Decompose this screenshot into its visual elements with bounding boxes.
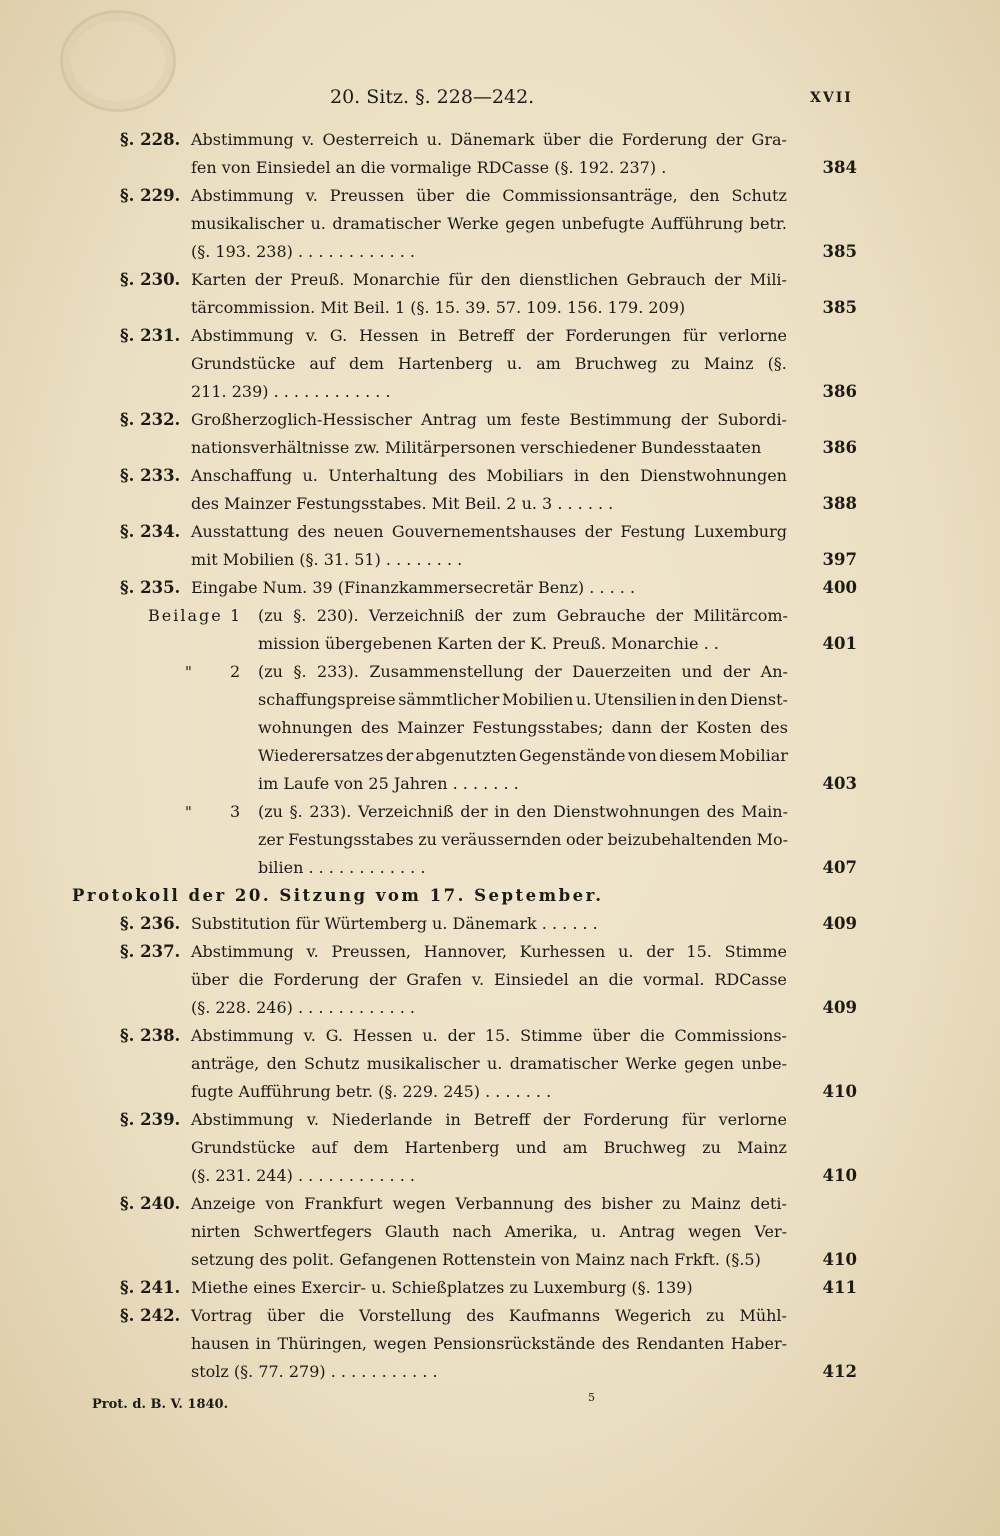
list-item (0, 658, 1000, 798)
entry-line (0, 490, 1000, 518)
entry-line (0, 238, 1000, 266)
page-reference: 385 (822, 298, 857, 317)
entry-line (0, 462, 1000, 490)
page-reference: 400 (822, 578, 857, 597)
list-item (0, 518, 1000, 574)
entry-line (0, 826, 1000, 854)
list-item (0, 1106, 1000, 1190)
list-item (0, 1022, 1000, 1106)
protocol-heading (0, 882, 1000, 910)
entry-line (0, 1330, 1000, 1358)
entry-text: Wiederersatzes der abgenutzten Gegenstände von diesem Mobiliar (258, 746, 788, 765)
page-reference: 384 (822, 158, 857, 177)
entry-line (0, 350, 1000, 378)
entry-line (0, 1134, 1000, 1162)
section-number: §. 230. (120, 270, 181, 289)
list-item (0, 910, 1000, 938)
entry-text: Abstimmung v. G. Hessen in Betreff der Forderungen für verlorne (191, 326, 787, 345)
section-number: §. 236. (120, 914, 181, 933)
entry-line (0, 1106, 1000, 1134)
entry-text: Substitution für Würtemberg u. Dänemark . . . . . . (191, 914, 598, 933)
page-header (0, 86, 1000, 116)
entry-text: Ausstattung des neuen Gouvernementshauses der Festung Luxemburg (191, 522, 787, 541)
entry-line (0, 1246, 1000, 1274)
entry-line (0, 434, 1000, 462)
signature-mark: 5 (588, 1391, 595, 1404)
entry-line (0, 574, 1000, 602)
section-number: §. 237. (120, 942, 181, 961)
entry-line (0, 154, 1000, 182)
beilage-number: 2 (230, 662, 241, 681)
entry-text: anträge, den Schutz musikalischer u. dramatischer Werke gegen unbe- (191, 1054, 787, 1073)
entry-text: Miethe eines Exercir- u. Schießplatzes zu Luxemburg (§. 139) (191, 1278, 693, 1297)
entry-line (0, 294, 1000, 322)
entry-text: musikalischer u. dramatischer Werke gegen unbefugte Aufführung betr. (191, 214, 787, 233)
entry-text: (zu §. 230). Verzeichniß der zum Gebrauche der Militärcom- (258, 606, 788, 625)
page-reference: 411 (822, 1278, 857, 1297)
entry-text: (§. 228. 246) . . . . . . . . . . . . (191, 998, 415, 1017)
entry-text: schaffungspreise sämmtlicher Mobilien u. Utensilien in den Dienst- (258, 690, 788, 709)
entry-text: im Laufe von 25 Jahren . . . . . . . (258, 774, 519, 793)
entry-line (0, 182, 1000, 210)
protocol-heading-text: Protokoll der 20. Sitzung vom 17. September. (72, 886, 604, 905)
list-item (0, 126, 1000, 182)
section-number: §. 228. (120, 130, 181, 149)
entry-text: (§. 231. 244) . . . . . . . . . . . . (191, 1166, 415, 1185)
entry-text: (zu §. 233). Zusammenstellung der Dauerzeiten und der An- (258, 662, 788, 681)
entry-line (0, 630, 1000, 658)
list-item (0, 322, 1000, 406)
entry-text: Abstimmung v. Preussen, Hannover, Kurhessen u. der 15. Stimme (191, 942, 787, 961)
page-reference: 401 (822, 634, 857, 653)
page-reference: 412 (822, 1362, 857, 1381)
entry-line (0, 602, 1000, 630)
entry-text: Anschaffung u. Unterhaltung des Mobiliars in den Dienstwohnungen (191, 466, 787, 485)
entry-text: Abstimmung v. Niederlande in Betreff der Forderung für verlorne (191, 1110, 787, 1129)
entry-line (0, 938, 1000, 966)
entry-text: mit Mobilien (§. 31. 51) . . . . . . . . (191, 550, 463, 569)
entry-text: (zu §. 233). Verzeichniß der in den Dienstwohnungen des Main- (258, 802, 788, 821)
entry-line (0, 1302, 1000, 1330)
list-item (0, 602, 1000, 658)
list-item (0, 798, 1000, 882)
entry-text: fen von Einsiedel an die vormalige RDCasse (§. 192. 237) . (191, 158, 667, 177)
list-item (0, 406, 1000, 462)
list-item (0, 1190, 1000, 1274)
running-title: 20. Sitz. §. 228—242. (330, 86, 535, 108)
page-reference: 410 (822, 1166, 857, 1185)
entry-line (0, 798, 1000, 826)
entry-text: (§. 193. 238) . . . . . . . . . . . . (191, 242, 415, 261)
entry-line (0, 1078, 1000, 1106)
entry-text: Abstimmung v. Oesterreich u. Dänemark über die Forderung der Gra- (191, 130, 787, 149)
section-number: §. 231. (120, 326, 181, 345)
entry-line (0, 1274, 1000, 1302)
entry-text: Grundstücke auf dem Hartenberg und am Bruchweg zu Mainz (191, 1138, 787, 1157)
section-number: §. 239. (120, 1110, 181, 1129)
page-reference: 386 (822, 382, 857, 401)
entry-text: Abstimmung v. G. Hessen u. der 15. Stimme über die Commissions- (191, 1026, 787, 1045)
page-reference: 386 (822, 438, 857, 457)
entry-text: des Mainzer Festungsstabes. Mit Beil. 2 u. 3 . . . . . . (191, 494, 614, 513)
entry-text: Karten der Preuß. Monarchie für den dienstlichen Gebrauch der Mili- (191, 270, 787, 289)
entry-text: fugte Aufführung betr. (§. 229. 245) . . . . . . . (191, 1082, 552, 1101)
entry-text: setzung des polit. Gefangenen Rottenstein von Mainz nach Frkft. (§.5) (191, 1250, 761, 1269)
entry-line (0, 1218, 1000, 1246)
entry-text: stolz (§. 77. 279) . . . . . . . . . . . (191, 1362, 438, 1381)
page-reference: 409 (822, 914, 857, 933)
entry-text: 211. 239) . . . . . . . . . . . . (191, 382, 391, 401)
entry-line (0, 770, 1000, 798)
footer-source: Prot. d. B. V. 1840. (92, 1397, 229, 1412)
entry-line (0, 1162, 1000, 1190)
section-number: §. 240. (120, 1194, 181, 1213)
list-item (0, 938, 1000, 1022)
entry-text: nirten Schwertfegers Glauth nach Amerika, u. Antrag wegen Ver- (191, 1222, 787, 1241)
entry-line (0, 266, 1000, 294)
beilage-number: 3 (230, 802, 241, 821)
entry-text: Großherzoglich-Hessischer Antrag um feste Bestimmung der Subordi- (191, 410, 787, 429)
entry-text: mission übergebenen Karten der K. Preuß. Monarchie . . (258, 634, 719, 653)
list-item (0, 182, 1000, 266)
page-reference: 403 (822, 774, 857, 793)
entry-text: tärcommission. Mit Beil. 1 (§. 15. 39. 57. 109. 156. 179. 209) (191, 298, 686, 317)
entry-text: zer Festungsstabes zu veräussernden oder beizubehaltenden Mo- (258, 830, 788, 849)
section-number: §. 229. (120, 186, 181, 205)
section-number: §. 233. (120, 466, 181, 485)
entry-text: Abstimmung v. Preussen über die Commissionsanträge, den Schutz (191, 186, 787, 205)
entry-text: Vortrag über die Vorstellung des Kaufmanns Wegerich zu Mühl- (191, 1306, 787, 1325)
entry-line (0, 126, 1000, 154)
section-number: §. 241. (120, 1278, 181, 1297)
entry-text: bilien . . . . . . . . . . . . (258, 858, 426, 877)
section-number: §. 242. (120, 1306, 181, 1325)
beilage-label: Beilage (148, 606, 223, 625)
list-item (0, 1274, 1000, 1302)
entry-line (0, 406, 1000, 434)
entry-line (0, 322, 1000, 350)
page-number-roman: XVII (810, 90, 853, 106)
entry-text: wohnungen des Mainzer Festungsstabes; dann der Kosten des (258, 718, 788, 737)
page-reference: 397 (822, 550, 857, 569)
entry-text: Eingabe Num. 39 (Finanzkammersecretär Benz) . . . . . (191, 578, 636, 597)
entry-line (0, 1050, 1000, 1078)
entry-line (0, 518, 1000, 546)
entry-line (0, 378, 1000, 406)
entry-line (0, 910, 1000, 938)
list-item (0, 1302, 1000, 1386)
entry-line (0, 210, 1000, 238)
section-number: §. 238. (120, 1026, 181, 1045)
entry-text: hausen in Thüringen, wegen Pensionsrückstände des Rendanten Haber- (191, 1334, 787, 1353)
page-reference: 385 (822, 242, 857, 261)
entry-line (0, 966, 1000, 994)
list-item (0, 882, 1000, 910)
table-of-contents (0, 126, 1000, 1386)
entry-line (0, 994, 1000, 1022)
page-reference: 388 (822, 494, 857, 513)
section-number: §. 232. (120, 410, 181, 429)
entry-line (0, 1358, 1000, 1386)
list-item (0, 462, 1000, 518)
list-item (0, 574, 1000, 602)
page-reference: 407 (822, 858, 857, 877)
section-number: §. 234. (120, 522, 181, 541)
page-reference: 409 (822, 998, 857, 1017)
entry-line (0, 1022, 1000, 1050)
beilage-number: 1 (230, 606, 241, 625)
page-reference: 410 (822, 1082, 857, 1101)
entry-line (0, 686, 1000, 714)
entry-line (0, 742, 1000, 770)
section-number: §. 235. (120, 578, 181, 597)
list-item (0, 266, 1000, 322)
entry-line (0, 1190, 1000, 1218)
entry-text: Anzeige von Frankfurt wegen Verbannung des bisher zu Mainz deti- (191, 1194, 787, 1213)
ditto-mark: " (185, 803, 192, 821)
ditto-mark: " (185, 663, 192, 681)
page-reference: 410 (822, 1250, 857, 1269)
entry-text: über die Forderung der Grafen v. Einsiedel an die vormal. RDCasse (191, 970, 787, 989)
entry-line (0, 714, 1000, 742)
entry-text: Grundstücke auf dem Hartenberg u. am Bruchweg zu Mainz (§. (191, 354, 787, 373)
entry-line (0, 854, 1000, 882)
entry-line (0, 546, 1000, 574)
entry-text: nationsverhältnisse zw. Militärpersonen verschiedener Bundesstaaten (191, 438, 762, 457)
entry-line (0, 658, 1000, 686)
